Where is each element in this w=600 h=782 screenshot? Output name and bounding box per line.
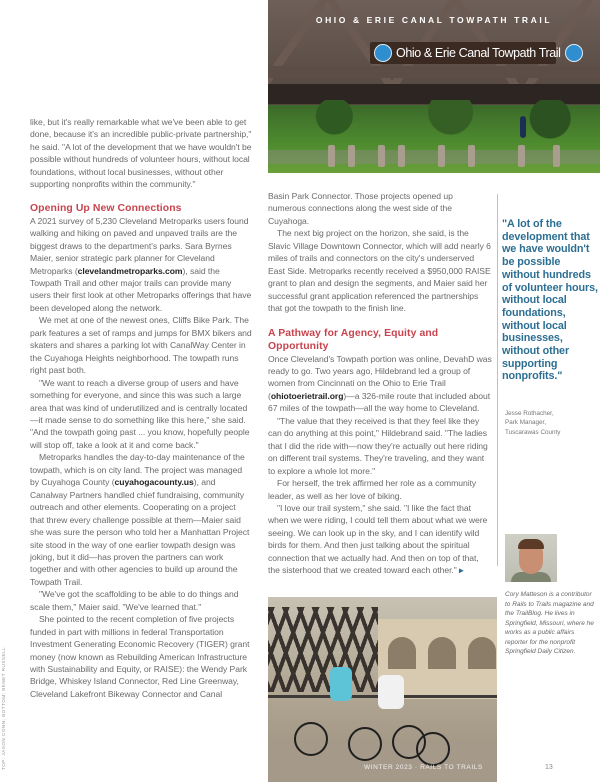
bollard	[378, 145, 385, 167]
paragraph: "We want to reach a diverse group of users and have something for everyone, and since this was such a large area that was kind of underutilized and is centrally located—it made sense to do something like this here," she said. "And the towpath going past ... you know, hopefully people will stop off, take a look at it and come back."	[30, 377, 250, 450]
bollard	[398, 145, 405, 167]
attribution-title: Park Manager,	[505, 419, 546, 427]
paragraph	[30, 451, 252, 588]
sidebar-divider	[497, 194, 498, 566]
hair	[518, 539, 544, 549]
cyclist-1	[330, 667, 352, 701]
paragraph	[30, 215, 252, 315]
paragraph	[268, 353, 492, 415]
text: ), and Canalway Partners handled chief fundraising, community outreach and other elements. Cooperating on a project that threw every challenge possible at them—Maier said she was sure the person who told her a Manhattan Project site stood in the way of one earlier towpath design was joking, but it did—has proven the partners can work together and with other agencies to build up around the Towpath Trail.	[30, 477, 250, 587]
bollard	[438, 145, 445, 167]
bridge-girder	[268, 66, 600, 78]
trail-sign	[370, 42, 561, 64]
text: Once Cleveland's Towpath portion was online, DevahD was ready to go. Two years ago, Hildebrand led a group of women from Cincinnati on the Ohio to Erie Trail (	[268, 353, 492, 401]
trail-logo-icon	[374, 44, 392, 62]
bollard	[468, 145, 475, 167]
bollard	[518, 145, 525, 167]
paragraph: She pointed to the recent completion of five projects funded in part with millions in federal Transportation Investment Generating Economic Recovery (TIGER) grant money (now known as Rebuilding American Infrastructure with Sustainability and Equity, or RAISE): the Wendy Park Bridge, Whiskey Island Connector, Red Line Greenway, Cleveland Lakefront Bikeway Connector and Canal	[30, 614, 250, 699]
steel-lift-bridge	[268, 607, 378, 692]
bridge-arch	[468, 637, 496, 669]
bike-wheel	[294, 722, 328, 756]
trees	[268, 100, 600, 140]
towpath-bridge-photo	[268, 0, 600, 173]
issue-label: WINTER 2023 · RAILS TO TRAILS	[364, 764, 483, 771]
cyclists-photo	[268, 597, 497, 782]
attribution-org: Tuscarawas County	[505, 428, 561, 436]
text: A 2021 survey of 5,230 Cleveland Metroparks users found walking and hiking on paved and unpaved trails are the biggest draws to the department's parks. Sara Byrnes Maier, senior strategic park planner for Cleveland Metroparks (	[30, 215, 249, 276]
bridge-arch	[428, 637, 456, 669]
text: )—a 326-mile route that included about 67 miles of the towpath—all the way home to Cleveland.	[268, 390, 491, 414]
link-cuyahogacounty[interactable]: cuyahogacounty.us	[114, 477, 194, 488]
pull-quote: "A lot of the development that we have wouldn't be possible without hundreds of volunteer hours, without local foundations, without local businesses, without other supporting nonprofits."	[502, 218, 598, 383]
bridge-arch	[388, 637, 416, 669]
pull-quote-attribution	[505, 409, 597, 437]
bollard	[553, 145, 560, 167]
paragraph	[268, 502, 492, 577]
link-clevelandmetroparks[interactable]: clevelandmetroparks.com	[77, 265, 183, 276]
photo-credit: TOP: JASON CONN; BOTTOM: BENET RUSSELL	[1, 646, 6, 770]
photo-overlay-title: OHIO & ERIE CANAL TOWPATH TRAIL	[315, 15, 553, 25]
text: ), said the Towpath Trail and other major trails can provide many users their first look at other Metroparks offerings that have been developed along the network.	[30, 265, 252, 313]
sign-text: Ohio & Erie Canal Towpath Trail	[396, 46, 561, 60]
cyclist-2	[378, 675, 404, 709]
bollard	[348, 145, 355, 167]
author-bio: Cory Matteson is a contributor to Rails to Trails magazine and the TrailBlog. He lives in Springfield, Missouri, where he works as a public affairs reporter for the nonprofit Springfield Daily Citizen.	[505, 591, 594, 655]
page-number: 13	[545, 764, 553, 771]
text: Metroparks handles the day-to-day maintenance of the towpath, which is on city land. The project was managed by Cuyahoga County (	[30, 452, 245, 488]
bike-wheel	[416, 732, 450, 766]
section-heading: Opening Up New Connections	[30, 202, 182, 214]
paragraph: like, but it's really remarkable what we've been able to get done, because it's an incredible public-private partnership," he said. "A lot of the development that we have wouldn't be possible without hundreds of volunteer hours, without local foundations, without local businesses, without other supporting nonprofits within the community."	[30, 117, 252, 190]
paragraph: For herself, the trek affirmed her role as a community leader, as well as her love of biking.	[268, 478, 477, 501]
author-headshot	[505, 534, 557, 582]
trail-path	[268, 150, 600, 164]
attribution-name: Jesse Rothacher,	[505, 410, 554, 417]
paragraph: Basin Park Connector. Those projects opened up numerous connections along the west side of the Cuyahoga.	[268, 191, 453, 226]
paragraph: The next big project on the horizon, she said, is the Slavic Village Downtown Connector, which will add nearly 6 miles of trails and connectors on the city's underserved East Side. Metroparks recently received a $950,000 RAISE grant to plan and design the segments, and Maier said her successful grant application referenced the partnerships that got the towpath to the finish line.	[268, 228, 491, 314]
end-of-story-icon: ▸	[459, 565, 464, 576]
text: "I love our trail system," she said. "I like the fact that when we were riding, I could tell them about what we were seeing. We can look up in the sky, and I can identify wild birds for them. And then just talking about the spiritual connection that we actually had. And then on top of that, the sisterhood that we created toward each other."	[268, 502, 488, 576]
article-column-2	[268, 190, 492, 577]
bollard	[328, 145, 335, 167]
paragraph: "The value that they received is that they feel like they can do anything at this point," Hildebrand said. "The ladies that I did the ride with—now they're actually out here riding on different trail systems. They're traveling, and they want to explore a whole lot more."	[268, 415, 488, 476]
article-column-1	[30, 116, 252, 700]
bike-wheel	[348, 727, 382, 761]
link-ohiotoerietrail[interactable]: ohiotoerietrail.org	[270, 390, 344, 401]
section-heading: A Pathway for Agency, Equity and Opportunity	[268, 327, 439, 352]
trail-logo-icon	[565, 44, 583, 62]
runner	[520, 116, 526, 138]
paragraph: We met at one of the newest ones, Cliffs Bike Park. The park features a set of ramps and jumps for BMX bikers and skaters and shares a parking lot with CanalWay Center in the Cuyahoga Heights neighborhood. The towpath runs right past both.	[30, 315, 252, 376]
paragraph: "We've got the scaffolding to be able to do things and scale them," Maier said. "We've learned that."	[30, 589, 239, 612]
